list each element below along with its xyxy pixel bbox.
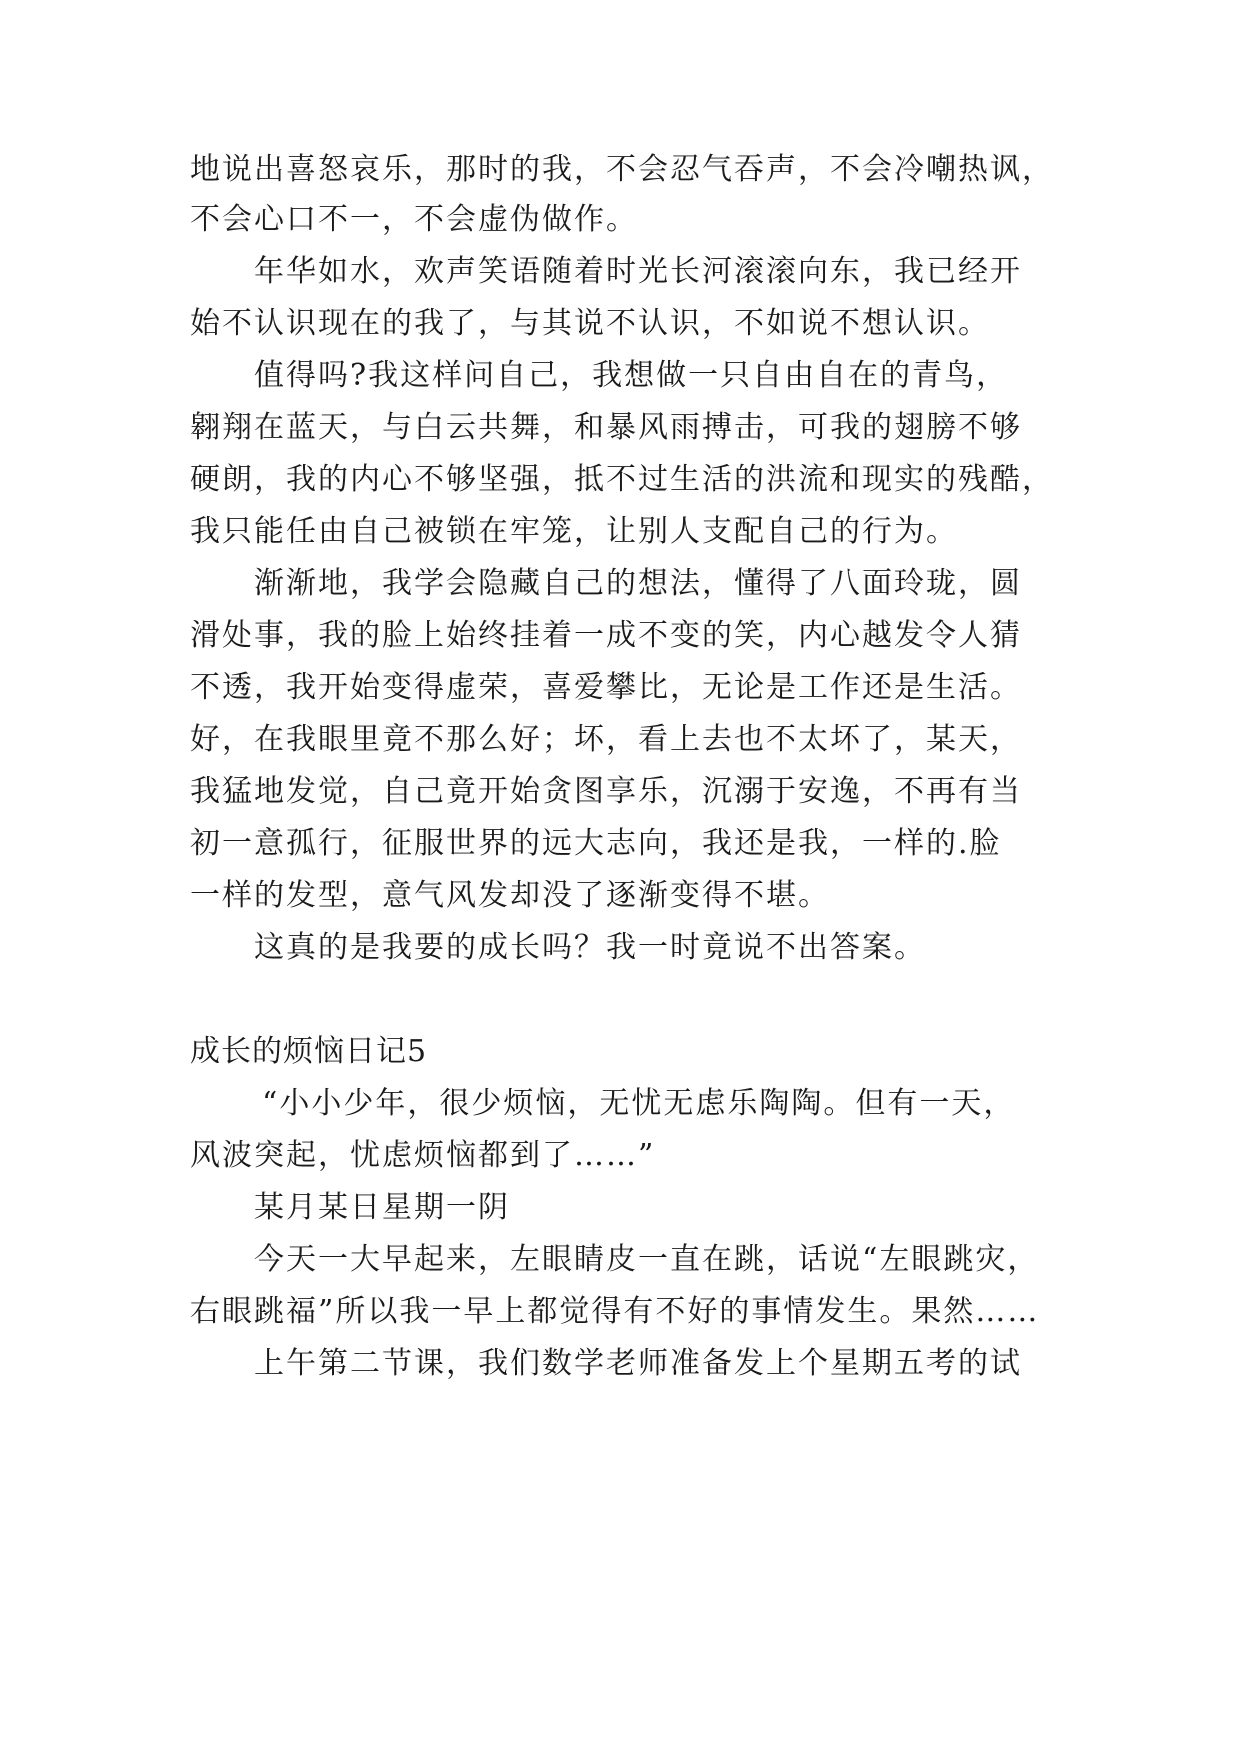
- diary-date-line: 某月某日星期一阴: [254, 1190, 510, 1225]
- paragraph-first-line: 上午第二节课，我们数学老师准备发上个星期五考的试: [254, 1346, 1022, 1381]
- text-line: 滑处事，我的脸上始终挂着一成不变的笑，内心越发令人猜: [190, 618, 1022, 653]
- text-line: 始不认识现在的我了，与其说不认识，不如说不想认识。: [190, 306, 990, 341]
- paragraph-first-line: 年华如水，欢声笑语随着时光长河滚滚向东，我已经开: [254, 254, 1022, 289]
- text-line: 翱翔在蓝天，与白云共舞，和暴风雨搏击，可我的翅膀不够: [190, 410, 1022, 445]
- text-line: 右眼跳福”所以我一早上都觉得有不好的事情发生。果然……: [190, 1294, 1040, 1329]
- text-line: 我猛地发觉，自己竟开始贪图享乐，沉溺于安逸，不再有当: [190, 774, 1022, 809]
- paragraph-first-line: 这真的是我要的成长吗？我一时竟说不出答案。: [254, 930, 926, 965]
- text-line: 不透，我开始变得虚荣，喜爱攀比，无论是工作还是生活。: [190, 670, 1022, 705]
- paragraph-first-line: 渐渐地，我学会隐藏自己的想法，懂得了八面玲珑，圆: [254, 566, 1022, 601]
- text-line: 硬朗，我的内心不够坚强，抵不过生活的洪流和现实的残酷，: [190, 462, 1054, 497]
- paragraph-first-line: 今天一大早起来，左眼睛皮一直在跳，话说“左眼跳灾，: [254, 1242, 1040, 1277]
- text-line: 初一意孤行，征服世界的远大志向，我还是我，一样的.脸: [190, 826, 1002, 861]
- section-title: 成长的烦恼日记5: [190, 1034, 428, 1069]
- paragraph-first-line: 值得吗?我这样问自己，我想做一只自由自在的青鸟，: [254, 358, 1009, 393]
- text-line: 好，在我眼里竟不那么好；坏，看上去也不太坏了，某天，: [190, 722, 1022, 757]
- paragraph-first-line: “小小少年，很少烦恼，无忧无虑乐陶陶。但有一天，: [262, 1086, 1016, 1121]
- text-line: 风波突起，忧虑烦恼都到了……”: [190, 1138, 656, 1173]
- text-line: 我只能任由自己被锁在牢笼，让别人支配自己的行为。: [190, 514, 958, 549]
- text-line: 不会心口不一，不会虚伪做作。: [190, 202, 638, 237]
- text-line: 一样的发型，意气风发却没了逐渐变得不堪。: [190, 878, 830, 913]
- text-line: 地说出喜怒哀乐，那时的我，不会忍气吞声，不会冷嘲热讽，: [190, 152, 1054, 187]
